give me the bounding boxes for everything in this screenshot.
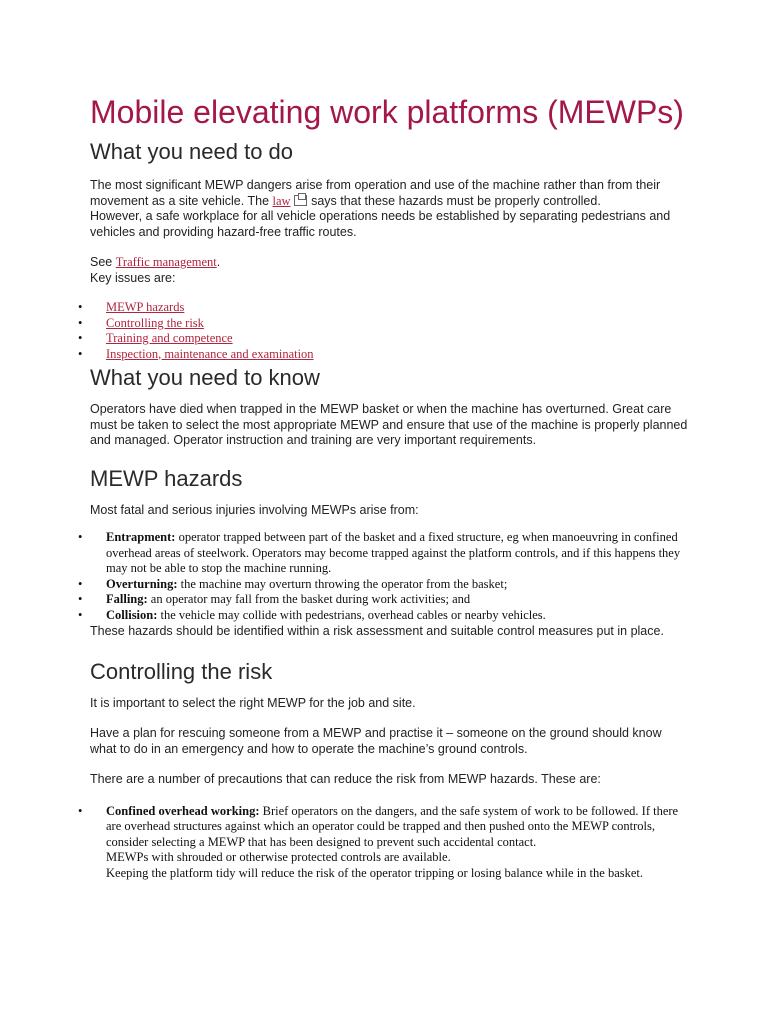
precaution-term: Confined overhead working: bbox=[106, 803, 260, 818]
hazards-list bbox=[78, 530, 690, 623]
intro-paragraph bbox=[90, 178, 690, 240]
list-item bbox=[78, 530, 690, 577]
see-prefix: See bbox=[90, 255, 113, 269]
heading-controlling-the-risk: Controlling the risk bbox=[90, 658, 273, 684]
list-item bbox=[78, 607, 690, 624]
precautions-list bbox=[78, 803, 690, 882]
traffic-management-link[interactable]: Traffic management bbox=[115, 255, 217, 269]
hazard-term: Overturning: bbox=[106, 576, 178, 591]
document-page bbox=[78, 92, 690, 881]
heading-what-you-need-to-know: What you need to know bbox=[90, 365, 320, 390]
hazards-intro: Most fatal and serious injuries involving MEWPs arise from: bbox=[90, 502, 419, 517]
intro-text-a: The most significant MEWP dangers arise from operation and use of the machine rather than from their movement as a site vehicle. The bbox=[90, 178, 661, 208]
control-paragraph-1: It is important to select the right MEWP for the job and site. bbox=[90, 695, 416, 710]
link-inspection-maintenance[interactable]: Inspection, maintenance and examination bbox=[106, 346, 314, 361]
list-item bbox=[78, 300, 690, 316]
need-to-know-paragraph: Operators have died when trapped in the MEWP basket or when the machine has overturned. Great care must be taken to select the most appropriate MEWP and ensure that use of the machine is properly planned and managed. Operator instruction and training are very important requirements. bbox=[90, 402, 688, 447]
bullet-icon: • bbox=[78, 346, 83, 361]
list-item bbox=[78, 576, 690, 593]
external-link-icon bbox=[294, 195, 307, 206]
link-mewp-hazards[interactable]: MEWP hazards bbox=[106, 300, 185, 314]
link-training-and-competence[interactable]: Training and competence bbox=[106, 331, 233, 345]
bullet-icon: • bbox=[78, 592, 83, 606]
key-issues-list bbox=[78, 300, 690, 362]
bullet-icon: • bbox=[78, 300, 83, 314]
precaution-line-2: MEWPs with shrouded or otherwise protected controls are available. bbox=[106, 850, 451, 864]
heading-mewp-hazards: MEWP hazards bbox=[90, 465, 243, 491]
see-suffix: . bbox=[216, 255, 221, 269]
hazards-outro: These hazards should be identified within a risk assessment and suitable control measures put in place. bbox=[90, 624, 664, 638]
bullet-icon: • bbox=[78, 331, 83, 345]
hazard-text: an operator may fall from the basket during work activities; and bbox=[150, 592, 471, 606]
bullet-icon: • bbox=[78, 530, 83, 544]
list-item bbox=[78, 331, 690, 347]
hazard-term: Falling: bbox=[106, 592, 148, 606]
list-item bbox=[78, 315, 690, 332]
bullet-icon: • bbox=[78, 576, 83, 591]
bullet-icon: • bbox=[78, 315, 83, 330]
link-controlling-the-risk[interactable]: Controlling the risk bbox=[106, 315, 204, 330]
control-paragraph-2: Have a plan for rescuing someone from a MEWP and practise it – someone on the ground should know what to do in an emergency and how to operate the machine’s ground controls. bbox=[90, 726, 662, 756]
hazard-term: Collision: bbox=[106, 607, 158, 622]
bullet-icon: • bbox=[78, 607, 83, 622]
hazard-text: the vehicle may collide with pedestrians, overhead cables or nearby vehicles. bbox=[160, 607, 546, 622]
key-issues-label: Key issues are: bbox=[90, 270, 176, 285]
list-item bbox=[78, 803, 690, 882]
list-item bbox=[78, 592, 690, 608]
precaution-line-3: Keeping the platform tidy will reduce the risk of the operator tripping or losing balance while in the basket. bbox=[106, 865, 643, 880]
intro-text-b: says that these hazards must be properly controlled. bbox=[311, 193, 601, 208]
hazard-term: Entrapment: bbox=[106, 530, 176, 544]
hazard-text: operator trapped between part of the basket and a fixed structure, eg when manoeuvring in confined overhead areas of steelwork. Operators may become trapped against the platform controls, and if this happens they may not be able to stop the machine running. bbox=[106, 530, 681, 575]
see-paragraph bbox=[90, 255, 690, 286]
intro-text-c: However, a safe workplace for all vehicle operations needs be established by separating pedestrians and vehicles and providing hazard-free traffic routes. bbox=[90, 209, 671, 239]
control-paragraph-3: There are a number of precautions that can reduce the risk from MEWP hazards. These are: bbox=[90, 772, 601, 786]
heading-what-you-need-to-do: What you need to do bbox=[90, 139, 294, 164]
bullet-icon: • bbox=[78, 803, 83, 818]
list-item bbox=[78, 346, 690, 363]
page-title: Mobile elevating work platforms (MEWPs) bbox=[90, 94, 684, 130]
hazard-text: the machine may overturn throwing the operator from the basket; bbox=[180, 576, 508, 591]
precaution-text: Brief operators on the dangers, and the safe system of work to be followed. If there are overhead structures against which an operator could be trapped and then pushed onto the MEWP controls, consider selecting a MEWP that has been designed to prevent such accidental contact. bbox=[106, 803, 679, 849]
law-link[interactable]: law bbox=[272, 193, 291, 208]
